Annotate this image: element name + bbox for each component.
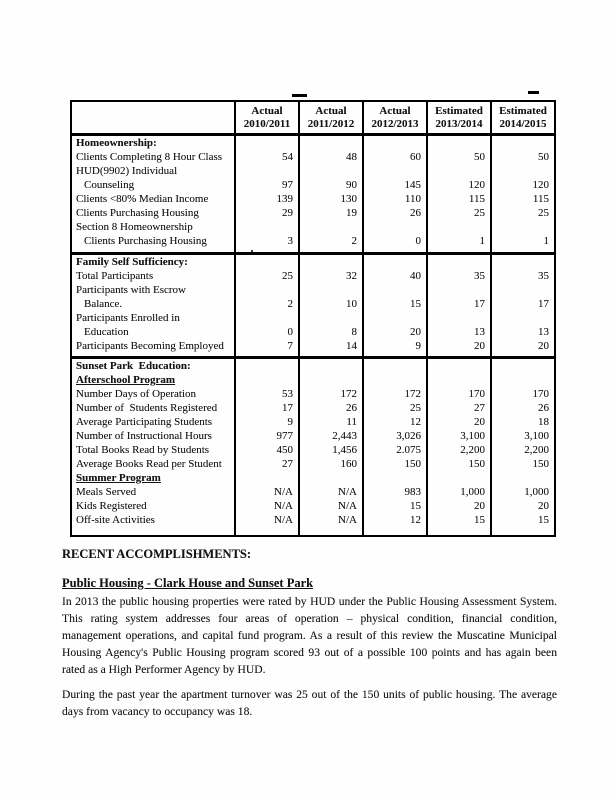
- table-cell: [427, 311, 491, 325]
- table-cell: 3,026: [363, 429, 427, 443]
- table-cell: [427, 358, 491, 374]
- table-cell: 20: [363, 325, 427, 339]
- spacer-cell: [491, 527, 555, 536]
- table-cell: 2.075: [363, 443, 427, 457]
- table-cell: [363, 471, 427, 485]
- table-cell: 97: [235, 178, 299, 192]
- column-header-line: Actual: [379, 105, 411, 117]
- corner-header-cell: [71, 101, 235, 135]
- table-cell: 150: [363, 457, 427, 471]
- table-cell: 32: [299, 269, 363, 283]
- table-cell: [363, 373, 427, 387]
- table-cell: 172: [299, 387, 363, 401]
- column-header-line: 2014/2015: [499, 118, 547, 130]
- table-cell: 0: [235, 325, 299, 339]
- scan-artifact: [528, 91, 539, 94]
- table-cell: 26: [363, 206, 427, 220]
- table-cell: [299, 135, 363, 151]
- table-row: [71, 339, 555, 353]
- table-cell: 15: [491, 513, 555, 527]
- table-cell: 2,443: [299, 429, 363, 443]
- column-header: [235, 101, 299, 135]
- table-cell: 25: [363, 401, 427, 415]
- table-cell: [299, 373, 363, 387]
- table-cell: 25: [427, 206, 491, 220]
- table-cell: [235, 253, 299, 269]
- table-cell: 2: [299, 234, 363, 248]
- column-header-line: Estimated: [499, 105, 547, 117]
- table-row: [71, 283, 555, 297]
- table-cell: [235, 358, 299, 374]
- table-cell: N/A: [235, 513, 299, 527]
- row-label: Off-site Activities: [71, 513, 235, 527]
- spacer-cell: [235, 527, 299, 536]
- table-cell: 8: [299, 325, 363, 339]
- table-cell: 20: [427, 499, 491, 513]
- table-cell: 9: [235, 415, 299, 429]
- table-cell: [427, 253, 491, 269]
- column-header-line: 2011/2012: [307, 118, 355, 130]
- public-housing-subheading: Public Housing - Clark House and Sunset Park: [62, 576, 314, 590]
- table-row: [71, 415, 555, 429]
- table-cell: 120: [427, 178, 491, 192]
- row-label: Participants Becoming Employed: [71, 339, 235, 353]
- table-cell: 18: [491, 415, 555, 429]
- table-cell: 145: [363, 178, 427, 192]
- table-cell: [491, 135, 555, 151]
- table-row: [71, 164, 555, 178]
- section-title: Sunset Park Education:: [71, 358, 235, 374]
- table-cell: N/A: [299, 513, 363, 527]
- section-title: Family Self Sufficiency:: [71, 253, 235, 269]
- column-header-line: 2012/2013: [371, 118, 419, 130]
- table-cell: N/A: [299, 485, 363, 499]
- table-cell: 20: [491, 499, 555, 513]
- table-cell: N/A: [235, 485, 299, 499]
- row-label: Participants with Escrow: [71, 283, 235, 297]
- table-cell: [427, 164, 491, 178]
- table-cell: 110: [363, 192, 427, 206]
- table-cell: [491, 373, 555, 387]
- row-label: Education: [71, 325, 235, 339]
- table-cell: 35: [491, 269, 555, 283]
- table-cell: 25: [235, 269, 299, 283]
- row-label: Clients Purchasing Housing: [71, 234, 235, 248]
- table-cell: 20: [427, 339, 491, 353]
- table-cell: 115: [491, 192, 555, 206]
- table-cell: 40: [363, 269, 427, 283]
- row-label: Balance.: [71, 297, 235, 311]
- table-cell: [235, 135, 299, 151]
- table-row: [71, 325, 555, 339]
- table-cell: 150: [427, 457, 491, 471]
- table-row: [71, 297, 555, 311]
- table-cell: 50: [427, 150, 491, 164]
- table-row: [71, 429, 555, 443]
- table-cell: 19: [299, 206, 363, 220]
- row-label: HUD(9902) Individual: [71, 164, 235, 178]
- table-cell: 20: [491, 339, 555, 353]
- paragraph-assessment: In 2013 the public housing properties were rated by HUD under the Public Housing Assessment System. This rating system addresses four areas of operation – physical condition, financial condition, management operations, and capital fund program. As a result of this review the Muscatine Municipal Housing Agency's Public Housing program scored 93 out of a possible 100 points and has again been rated as a High Performer Agency by HUD.: [62, 595, 557, 676]
- row-label: Number Days of Operation: [71, 387, 235, 401]
- table-cell: 1,000: [427, 485, 491, 499]
- table-cell: 54: [235, 150, 299, 164]
- table-cell: 0: [363, 234, 427, 248]
- table-cell: 2,200: [491, 443, 555, 457]
- table-cell: [299, 311, 363, 325]
- table-cell: [491, 253, 555, 269]
- row-label: Average Participating Students: [71, 415, 235, 429]
- table-cell: [299, 164, 363, 178]
- table-cell: [491, 358, 555, 374]
- table-cell: 15: [363, 297, 427, 311]
- section-title-row: [71, 135, 555, 151]
- row-label: Participants Enrolled in: [71, 311, 235, 325]
- table-row: [71, 499, 555, 513]
- table-cell: [427, 373, 491, 387]
- table-cell: 2: [235, 297, 299, 311]
- table-cell: 25: [491, 206, 555, 220]
- row-label: Total Participants: [71, 269, 235, 283]
- table-row: [71, 513, 555, 527]
- table-cell: [491, 283, 555, 297]
- table-cell: 50: [491, 150, 555, 164]
- paragraph-turnover: During the past year the apartment turnover was 25 out of the 150 units of public housing. The average days from vacancy to occupancy was 18.: [62, 688, 557, 718]
- table-cell: 1,456: [299, 443, 363, 457]
- table-header-row: [71, 101, 555, 135]
- table-cell: [299, 283, 363, 297]
- table-cell: 35: [427, 269, 491, 283]
- table-cell: 48: [299, 150, 363, 164]
- table-cell: [491, 471, 555, 485]
- table-row: [71, 311, 555, 325]
- spacer-cell: [363, 527, 427, 536]
- recent-accomplishments-heading: RECENT ACCOMPLISHMENTS:: [62, 547, 252, 561]
- table-cell: 170: [427, 387, 491, 401]
- table-cell: 26: [491, 401, 555, 415]
- row-label: Clients Purchasing Housing: [71, 206, 235, 220]
- section-title: Homeownership:: [71, 135, 235, 151]
- section-spacer-row: [71, 527, 555, 536]
- table-cell: 17: [491, 297, 555, 311]
- table-row: [71, 387, 555, 401]
- table-cell: [363, 220, 427, 234]
- row-label: Counseling: [71, 178, 235, 192]
- table-cell: 13: [427, 325, 491, 339]
- table-cell: [427, 283, 491, 297]
- table-row: [71, 471, 555, 485]
- spacer-cell: [71, 527, 235, 536]
- row-label: Number of Instructional Hours: [71, 429, 235, 443]
- row-label: Average Books Read per Student: [71, 457, 235, 471]
- scan-artifact: [292, 94, 307, 97]
- column-header: [363, 101, 427, 135]
- table-cell: N/A: [299, 499, 363, 513]
- table-cell: [363, 311, 427, 325]
- table-cell: [235, 164, 299, 178]
- table-cell: [235, 373, 299, 387]
- table-cell: 3: [235, 234, 299, 248]
- table-header: [71, 101, 555, 135]
- table-cell: [299, 471, 363, 485]
- table-row: [71, 485, 555, 499]
- table-cell: 14: [299, 339, 363, 353]
- table-cell: [491, 164, 555, 178]
- spacer-cell: [299, 527, 363, 536]
- table-cell: 170: [491, 387, 555, 401]
- table-cell: 7: [235, 339, 299, 353]
- table-cell: 3,100: [491, 429, 555, 443]
- table-row: [71, 220, 555, 234]
- table-cell: [235, 471, 299, 485]
- spacer-cell: [427, 527, 491, 536]
- table-cell: 120: [491, 178, 555, 192]
- table-cell: 13: [491, 325, 555, 339]
- column-header-line: 2010/2011: [243, 118, 291, 130]
- table-cell: [363, 253, 427, 269]
- row-label: Summer Program: [71, 471, 235, 485]
- table-cell: 9: [363, 339, 427, 353]
- table-cell: [427, 220, 491, 234]
- row-label: Section 8 Homeownership: [71, 220, 235, 234]
- table-cell: [299, 253, 363, 269]
- table-row: [71, 457, 555, 471]
- table-cell: 60: [363, 150, 427, 164]
- column-header-line: Actual: [251, 105, 283, 117]
- column-header: [491, 101, 555, 135]
- table-cell: 29: [235, 206, 299, 220]
- table-cell: 17: [235, 401, 299, 415]
- table-cell: [363, 283, 427, 297]
- table-row: [71, 178, 555, 192]
- table-row: [71, 269, 555, 283]
- table-cell: 27: [235, 457, 299, 471]
- table-cell: 450: [235, 443, 299, 457]
- column-header: [427, 101, 491, 135]
- table-cell: 12: [363, 415, 427, 429]
- table-cell: [235, 220, 299, 234]
- table-cell: 115: [427, 192, 491, 206]
- row-label: Kids Registered: [71, 499, 235, 513]
- table-cell: 11: [299, 415, 363, 429]
- table-cell: [491, 220, 555, 234]
- column-header: [299, 101, 363, 135]
- table-cell: 160: [299, 457, 363, 471]
- table-cell: [363, 135, 427, 151]
- table-cell: [363, 164, 427, 178]
- table-cell: [363, 358, 427, 374]
- row-label: Meals Served: [71, 485, 235, 499]
- table-row: [71, 206, 555, 220]
- table-cell: [235, 311, 299, 325]
- column-header-line: Estimated: [435, 105, 483, 117]
- table-row: [71, 234, 555, 248]
- section-title-row: [71, 253, 555, 269]
- table-cell: 15: [363, 499, 427, 513]
- row-label: Clients <80% Median Income: [71, 192, 235, 206]
- column-header-line: 2013/2014: [435, 118, 483, 130]
- table-cell: [427, 471, 491, 485]
- table-row: [71, 150, 555, 164]
- section-title-row: [71, 358, 555, 374]
- table-cell: 10: [299, 297, 363, 311]
- performance-table: [70, 100, 556, 537]
- table-cell: 983: [363, 485, 427, 499]
- row-label: Total Books Read by Students: [71, 443, 235, 457]
- row-label: Afterschool Program: [71, 373, 235, 387]
- table-cell: 12: [363, 513, 427, 527]
- table-cell: 53: [235, 387, 299, 401]
- table-cell: 3,100: [427, 429, 491, 443]
- table-cell: 20: [427, 415, 491, 429]
- table-cell: [427, 135, 491, 151]
- table-cell: [235, 283, 299, 297]
- table-body: [71, 135, 555, 537]
- table-cell: 977: [235, 429, 299, 443]
- table-row: [71, 192, 555, 206]
- table-cell: 2,200: [427, 443, 491, 457]
- scan-artifact: [251, 250, 253, 252]
- table-cell: 139: [235, 192, 299, 206]
- row-label: Number of Students Registered: [71, 401, 235, 415]
- column-header-line: Actual: [315, 105, 347, 117]
- table-cell: 1: [491, 234, 555, 248]
- table-cell: 90: [299, 178, 363, 192]
- table-row: [71, 401, 555, 415]
- table-cell: [299, 358, 363, 374]
- table-cell: 26: [299, 401, 363, 415]
- table-cell: [299, 220, 363, 234]
- table-cell: N/A: [235, 499, 299, 513]
- table-row: [71, 443, 555, 457]
- table-cell: 172: [363, 387, 427, 401]
- table-cell: 1: [427, 234, 491, 248]
- table-cell: 130: [299, 192, 363, 206]
- table-cell: 1,000: [491, 485, 555, 499]
- table-cell: 15: [427, 513, 491, 527]
- table-cell: 150: [491, 457, 555, 471]
- table-cell: 17: [427, 297, 491, 311]
- table-cell: [491, 311, 555, 325]
- row-label: Clients Completing 8 Hour Class: [71, 150, 235, 164]
- table-row: [71, 373, 555, 387]
- table-cell: 27: [427, 401, 491, 415]
